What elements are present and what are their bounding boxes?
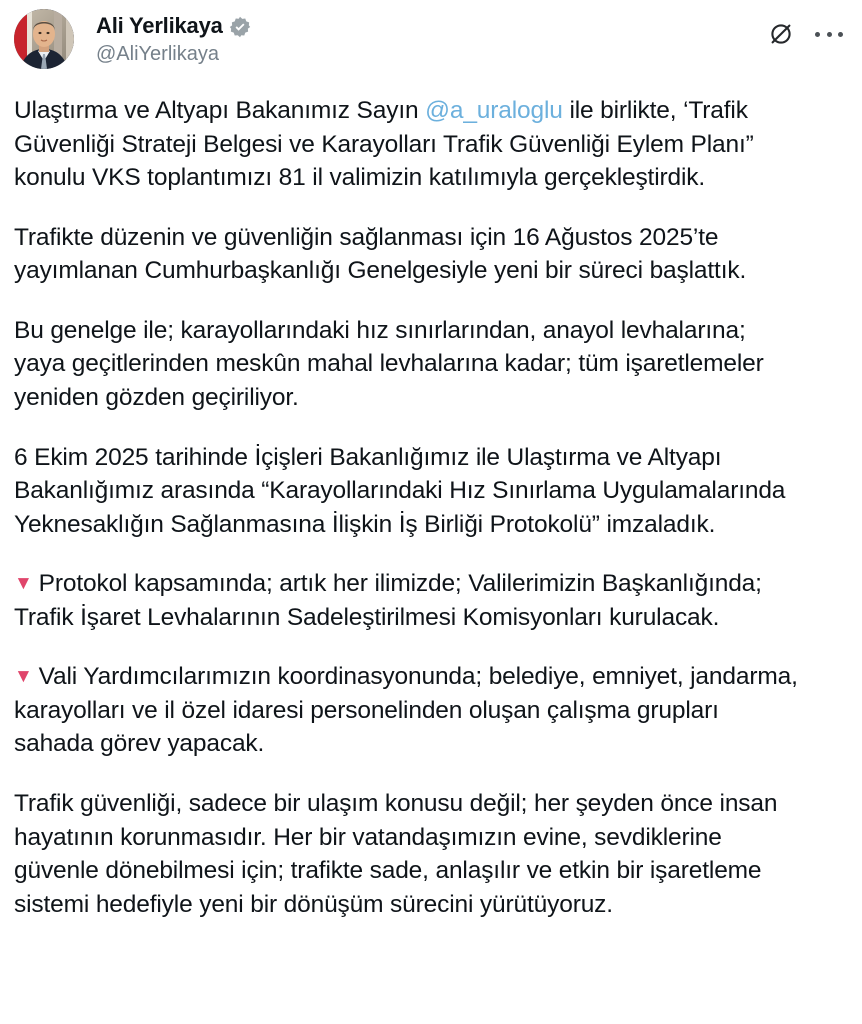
more-options-icon[interactable] [814,23,844,45]
paragraph-1-segment-3: ile birlikte, ‘Trafik Güvenliği Strateji Belgesi ve Karayolları Trafik Güvenliği Eylem Planı” konulu VKS toplantımızı 81 il valimizin katılımıyla gerçekleştirdik. [14,97,754,192]
tweet-paragraph-6 [14,660,798,761]
mention-link[interactable]: @a_uraloglu [425,97,563,124]
name-row [96,14,251,38]
paragraph-5-text: Protokol kapsamında; artık her ilimizde; Valilerimizin Başkanlığında; Trafik İşaret Levhalarının Sadeleştirilmesi Komisyonları kurulacak. [14,570,762,631]
tweet-paragraph-5 [14,567,798,634]
tweet-paragraph-4: 6 Ekim 2025 tarihinde İçişleri Bakanlığımız ile Ulaştırma ve Altyapı Bakanlığımız arasında “Karayollarındaki Hız Sınırlama Uygulamalarında Yeknesaklığın Sağlanmasına İlişkin İş Birliği Protokolü” imzaladık. [14,443,786,538]
more-dot-1 [815,32,820,37]
tweet-paragraph-2: Trafikte düzenin ve güvenliğin sağlanması için 16 Ağustos 2025’te yayımlanan Cumhurbaşkanlığı Genelgesiyle yeni bir süreci başlattık. [14,223,747,285]
paragraph-6-text: Vali Yardımcılarımızın koordinasyonunda; belediye, emniyet, jandarma, karayolları ve il özel idaresi personelinden oluşan çalışma grupları sahada görev yapacak. [14,663,798,758]
avatar[interactable] [14,9,74,69]
more-dot-3 [838,32,843,37]
verified-badge-icon [229,16,251,38]
tweet-text-body [14,94,846,921]
red-triangle-icon: ▼ [14,573,33,595]
tweet-paragraph-3: Bu genelge ile; karayollarındaki hız sınırlarından, anayol levhalarına; yaya geçitlerinden meskûn mahal levhalarına kadar; tüm işaretlemeler yeniden gözden geçiriliyor. [14,316,764,411]
display-name[interactable]: Ali Yerlikaya [96,13,223,38]
paragraph-1-segment-1: Ulaştırma ve Altyapı Bakanımız Sayın [14,97,426,124]
tweet-paragraph-7: Trafik güvenliği, sadece bir ulaşım konusu değil; her şeyden önce insan hayatının korunmasıdır. Her bir vatandaşımızın evine, sevdiklerine güvenle dönebilmesi için; trafikte sade, anlaşılır ve etkin bir işaretleme sistemi hedefiyle yeni bir dönüşüm sürecini yürütüyoruz. [14,790,778,918]
red-triangle-icon: ▼ [14,666,33,688]
account-identity [96,8,251,66]
account-handle[interactable]: @AliYerlikaya [96,43,219,66]
tweet-paragraph-1 [14,94,798,195]
tweet-header [14,8,846,78]
header-actions [768,21,844,47]
grok-icon[interactable] [768,21,794,47]
more-dot-2 [827,32,832,37]
